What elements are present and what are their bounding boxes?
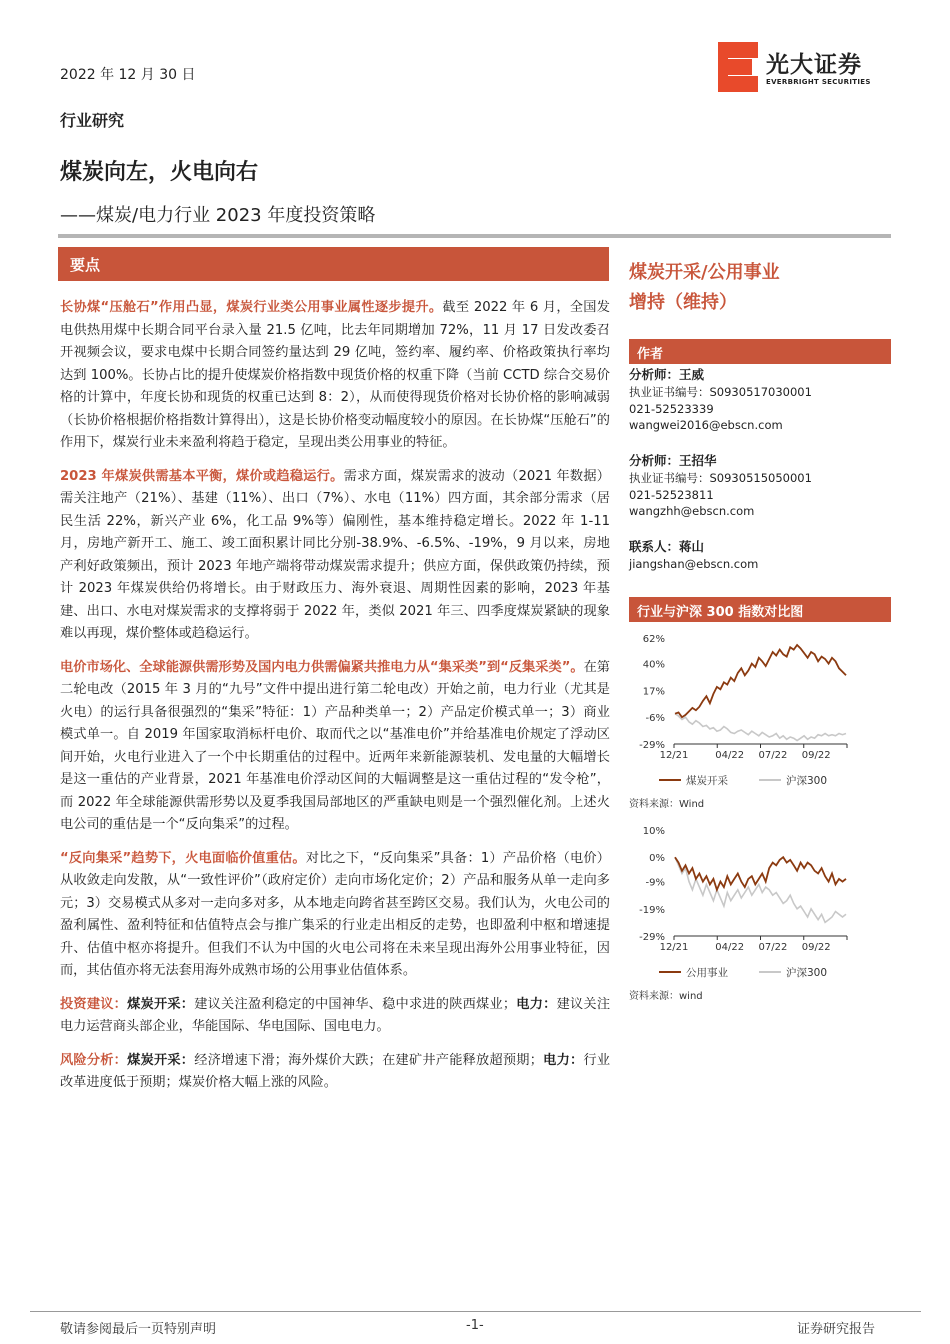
chart-source: 资料来源：wind [629,991,703,1002]
x-tick-label: 04/22 [715,750,745,761]
risk-analysis [60,1050,610,1095]
x-tick-label: 09/22 [801,942,831,953]
x-tick-label: 09/22 [801,750,831,761]
analyst-name: 分析师：王威 [629,367,705,382]
risk-coal-text: 经济增速下滑；海外煤价大跌；在建矿井产能释放超预期； [194,1052,543,1068]
paragraph-highlight: 长协煤“压舱石”作用凸显，煤炭行业类公用事业属性逐步提升。 [60,300,443,315]
summary-paragraph [60,848,610,983]
contact-email[interactable]: jiangshan@ebscn.com [629,557,759,571]
logo-icon [718,42,758,92]
paragraph-text: 截至 2022 年 6 月，全国发电供热用煤中长期合同平台录入量 21.5 亿吨，比去年同期增加 72%，11 月 17 日发改委召开视频会议，要求电煤中长期合同签约量达到 29 亿吨，签约率、履约率、价格政策执行率均达到 100%。长协占比的提升使煤炭价格指数中现货价格的权重下降（当前 CCTD 综合交易价格的计算中，年度长协和现货的权重已达到 8：2），从而使得现货价格对长协价格的影响减弱（长协价格根据价格指数计算得出），这是长协价格变动幅度较小的原因。在长协煤“压舱石”的作用下，煤炭行业未来盈利将趋于稳定，呈现出类公用事业的特征。 [60,300,610,450]
invest-power-label: 电力： [516,996,557,1012]
x-tick-label: 07/22 [758,750,788,761]
summary-paragraph [60,466,610,646]
footer-report-type: 证券研究报告 [797,1322,876,1337]
chart-heading: 行业与沪深 300 指数对比图 [637,605,804,620]
x-tick-label: 04/22 [715,942,745,953]
analyst-card [629,451,891,520]
y-tick-label: 0% [649,853,665,865]
analyst-card [629,365,891,434]
y-tick-label: 62% [642,634,665,645]
invest-coal-text: 建议关注盈利稳定的中国神华、稳中求进的陕西煤业； [194,996,517,1012]
paragraph-text: 需求方面，煤炭需求的波动（2021 年数据）需关注地产（21%）、基建（11%）、出口（7%）、水电（11%）四方面，其余部分需求（居民生活 22%，新兴产业 6%，化工品 9%等）偏刚性，基本维持稳定增长。2022 年 1-11 月，房地产新开工、施工、竣工面积累计同比分别-38.9%、-6.5%、-19%，9 月以来，房地产利好政策频出，预计 2023 年地产端将带动煤炭需求提升；供应方面，保供政策仍持续，预计 2023 年煤炭供给仍将增长。由于财政压力、海外衰退、周期性因素的影响，2023 年基建、出口、水电对煤炭需求的支撑将弱于 2022 年，类似 2021 年三、四季度煤炭紧缺的现象难以再现，煤价整体或趋稳运行。 [60,468,610,641]
invest-coal-label: 煤炭开采： [127,996,195,1012]
legend-label: 沪深300 [786,967,828,979]
series-line-csi300 [675,714,846,741]
summary-heading: 要点 [70,256,101,274]
y-tick-label: 40% [642,659,665,671]
analyst-cert: 执业证书编号：S0930517030001 [629,385,812,399]
risk-power-label: 电力： [542,1052,584,1068]
legend-label: 煤炭开采 [686,775,728,787]
y-tick-label: -6% [645,713,665,725]
logo-chinese: 光大证券 [766,52,862,78]
report-subtitle: ——煤炭/电力行业 2023 年度投资策略 [60,205,376,226]
x-tick-label: 12/21 [659,750,689,761]
paragraph-highlight: 电价市场化、全球能源供需形势及国内电力供需偏紧共推电力从“集采类”到“反集采类”。 [60,659,584,675]
x-tick-label: 12/21 [659,942,689,953]
summary-paragraph [60,657,610,837]
analyst-phone: 021-52523811 [629,487,714,502]
footer-disclaimer: 敬请参阅最后一页特别声明 [60,1322,217,1337]
y-tick-label: -9% [645,877,665,889]
rating: 增持（维持） [629,292,737,313]
series-line-industry [675,645,846,717]
report-date: 2022 年 12 月 30 日 [60,67,196,83]
report-category: 行业研究 [60,111,125,130]
utilities-vs-csi300-chart [629,820,891,985]
coal-vs-csi300-chart [629,628,891,793]
x-tick-label: 07/22 [758,942,788,953]
summary-body [60,297,610,1106]
chart-source: 资料来源：Wind [629,799,705,810]
risk-label: 风险分析： [60,1052,128,1068]
invest-power-text: 建议关注电力运营商头部企业，华能国际、华电国际、国电电力。 [60,996,611,1034]
logo-english: EVERBRIGHT SECURITIES [766,78,871,86]
chart-heading-bar [629,597,891,622]
page-number: -1- [466,1318,484,1333]
y-tick-label: -19% [639,904,665,916]
investment-advice [60,994,610,1039]
authors-heading: 作者 [637,347,664,362]
analyst-name: 分析师：王招华 [629,453,717,468]
paragraph-highlight: “反向集采”趋势下，火电面临价值重估。 [60,850,306,866]
risk-coal-label: 煤炭开采： [127,1052,195,1068]
paragraph-text: 对比之下，“反向集采”具备：1）产品价格（电价）从收敛走向发散，从“一致性评价”（政府定价）走向市场化定价；2）产品和服务从单一走向多元；3）交易模式从多对一走向多对多，从本地走向跨省甚至跨区交易。我们认为，火电公司的盈利属性、盈利特征和估值特点会与推广集采的行业走出相反的走势，也即盈利中枢和增速提升、估值中枢亦将提升。但我们不认为中国的火电公司将在未来呈现出海外公用事业特征，因而，其估值亦将无法套用海外成熟市场的公用事业估值体系。 [60,850,610,978]
legend-label: 沪深300 [786,775,828,787]
company-logo [718,42,893,94]
y-tick-label: -29% [639,932,665,943]
contact-name: 联系人：蒋山 [629,539,705,554]
y-tick-label: 17% [642,686,665,698]
authors-heading-bar [629,339,891,364]
investment-label: 投资建议： [60,996,128,1012]
analyst-cert: 执业证书编号：S0930515050001 [629,471,812,485]
analyst-email[interactable]: wangzhh@ebscn.com [629,504,755,518]
series-line-industry [675,857,846,890]
industry-name: 煤炭开采/公用事业 [629,262,780,283]
contact-card [629,537,891,573]
y-tick-label: -29% [639,740,665,751]
paragraph-text: 在第二轮电改（2015 年 3 月的“九号”文件中提出进行第二轮电改）开始之前，电力行业（尤其是火电）的运行具备很强烈的“集采”特征：1）产品种类单一；2）产品定价模式单一；3）商业模式单一。自 2019 年国家取消标杆电价、取而代之以“基准电价”并给基准电价规定了浮动区间开始，火电行业进入了一个中长期重估的过程中。近两年来新能源装机、发电量的大幅增长是这一重估的产业背景，2021 年基准电价浮动区间的大幅调整是这一重估过程的“发令枪”，而 2022 年全球能源供需形势以及夏季我国局部地区的严重缺电则是一个强烈催化剂。上述火电公司的重估是一个“反向集采”的过程。 [60,659,610,832]
report-title: 煤炭向左，火电向右 [60,160,259,185]
legend-label: 公用事业 [686,967,728,979]
header-divider [58,234,891,238]
analyst-phone: 021-52523339 [629,401,714,416]
footer-divider [30,1311,921,1312]
analyst-email[interactable]: wangwei2016@ebscn.com [629,418,783,432]
paragraph-highlight: 2023 年煤炭供需基本平衡，煤价或趋稳运行。 [60,468,344,484]
series-line-csi300 [675,857,846,922]
summary-heading-bar [58,247,609,281]
summary-paragraph [60,297,610,455]
risk-power-text: 行业改革进度低于预期；煤炭价格大幅上涨的风险。 [60,1052,611,1090]
y-tick-label: 10% [642,826,665,837]
